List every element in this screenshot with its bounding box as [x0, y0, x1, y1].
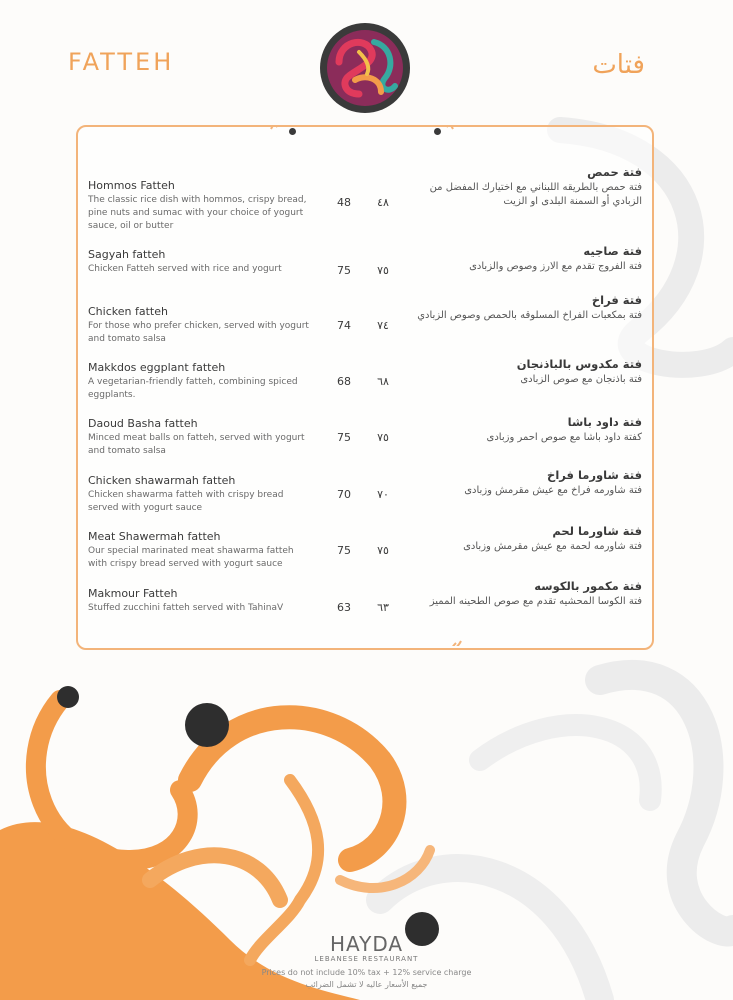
item-desc-ar: فتة شاورمه لحمة مع عيش مقرمش وزبادى [463, 541, 642, 552]
item-price-ar: ٧٤ [377, 319, 389, 332]
item-price-en: 75 [337, 264, 351, 277]
item-price-en: 70 [337, 488, 351, 501]
hayda-logo-icon [319, 22, 411, 114]
page-title-arabic: فتات [592, 50, 645, 80]
item-name-en: Sagyah fatteh [88, 248, 166, 261]
item-desc-ar: فتة بمكعبات الفراخ المسلوقه بالحمص وصوص الزبادي [417, 310, 642, 321]
frame-dot [434, 128, 441, 135]
item-name-ar: فتة فراخ [591, 293, 642, 307]
item-name-en: Chicken shawarmah fatteh [88, 474, 236, 487]
item-price-en: 68 [337, 375, 351, 388]
item-desc-en: The classic rice dish with hommos, crispy bread, pine nuts and sumac with your choice of yogurt sauce, oil or butter [88, 195, 307, 231]
page-title-english: FATTEH [68, 48, 175, 76]
footer-note-english: Prices do not include 10% tax + 12% service charge [261, 968, 472, 977]
item-desc-en: Chicken shawarma fatteh with crispy bread served with yogurt sauce [88, 490, 284, 513]
menu-frame [76, 125, 654, 650]
item-price-ar: ٦٣ [377, 601, 389, 614]
item-name-ar: فتة داود باشا [567, 415, 642, 429]
item-desc-ar: فتة باذنجان مع صوص الزبادى [520, 374, 642, 385]
item-price-en: 75 [337, 431, 351, 444]
item-desc-en: Chicken Fatteh served with rice and yogurt [88, 264, 282, 274]
item-price-ar: ٦٨ [377, 375, 389, 388]
item-name-en: Daoud Basha fatteh [88, 417, 198, 430]
item-name-en: Chicken fatteh [88, 305, 168, 318]
item-price-en: 75 [337, 544, 351, 557]
frame-dot [289, 128, 296, 135]
item-name-ar: فتة شاورما فراخ [547, 468, 642, 482]
item-price-en: 48 [337, 196, 351, 209]
item-desc-ar: فتة الفروج تقدم مع الارز وصوص والزبادى [469, 261, 642, 272]
item-desc-en: Stuffed zucchini fatteh served with TahinaV [88, 603, 284, 613]
item-desc-ar: فتة شاورمه فراخ مع عيش مقرمش وزبادى [464, 485, 642, 496]
item-price-ar: ٧٥ [377, 431, 389, 444]
item-price-ar: ٤٨ [377, 196, 389, 209]
item-price-en: 63 [337, 601, 351, 614]
item-name-en: Meat Shawermah fatteh [88, 530, 221, 543]
footer-note-arabic: جميع الأسعار عاليه لا تشمل الضرائب [305, 980, 428, 989]
item-desc-en: For those who prefer chicken, served with yogurt and tomato salsa [88, 321, 309, 344]
footer-brand: HAYDA [329, 932, 404, 956]
item-name-ar: فتة صاجيه [583, 244, 642, 258]
item-price-ar: ٧٠ [377, 488, 389, 501]
item-price-ar: ٧٥ [377, 544, 389, 557]
item-price-en: 74 [337, 319, 351, 332]
item-desc-en: A vegetarian-friendly fatteh, combining spiced eggplants. [88, 377, 298, 400]
item-desc-en: Our special marinated meat shawarma fatteh with crispy bread served with yogurt sauce [88, 546, 294, 569]
item-name-en: Hommos Fatteh [88, 179, 175, 192]
item-name-en: Makkdos eggplant fatteh [88, 361, 226, 374]
footer-subtitle: LEBANESE RESTAURANT [314, 955, 419, 963]
item-desc-ar: فتة الكوسا المحشيه تقدم مع صوص الطحينه المميز [429, 596, 642, 607]
item-price-ar: ٧٥ [377, 264, 389, 277]
item-name-en: Makmour Fatteh [88, 587, 178, 600]
item-desc-ar: فتة حمص بالطريقه اللبناني مع اختيارك المفضل من الزبادي أو السمنة البلدى او الزيت [429, 182, 642, 207]
item-name-ar: فتة مكدوس بالباذنجان [516, 357, 642, 371]
item-desc-ar: كفتة داود باشا مع صوص احمر وزبادى [486, 432, 642, 443]
item-name-ar: فتة حمص [587, 165, 642, 179]
item-name-ar: فتة شاورما لحم [552, 524, 642, 538]
item-name-ar: فتة مكمور بالكوسه [534, 579, 642, 593]
item-desc-en: Minced meat balls on fatteh, served with yogurt and tomato salsa [88, 433, 305, 456]
